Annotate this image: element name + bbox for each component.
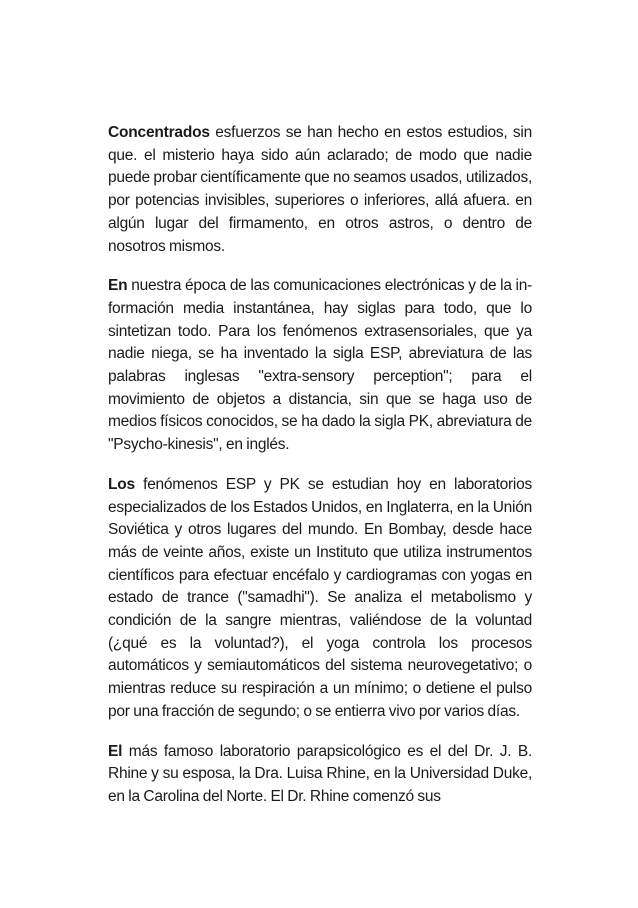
paragraph-text: nuestra época de las comunicaciones electrónicas y de la in- formación media instantánea, hay siglas para todo, que lo sintetizan todo. Para los fenómenos extrasensoriales, que ya nadie niega, se ha inventado la sigla ESP, abreviatura de las palabras inglesas "extra-sensory perception"; para el movimiento de objetos a distancia, sin que se haga uso de medios físicos conocidos, se ha dado la sigla PK, abreviatura de "Psycho-kinesis", en inglés. <box>108 277 532 454</box>
document-page <box>108 122 532 826</box>
paragraph-2 <box>108 275 532 457</box>
paragraph-lead-word: Concentrados <box>108 124 210 141</box>
paragraph-lead-word: El <box>108 742 123 760</box>
paragraph-lead-word: Los <box>108 475 135 493</box>
paragraph-text: esfuerzos se han hecho en estos estudios, sin que. el misterio haya sido aún aclarado; de modo que nadie puede probar científicamente que no seamos usados, utilizados, por potencias invisibles, superiores o inferiores, allá afuera. en algún lugar del firmamento, en otros astros, o dentro de nosotros mismos. <box>108 124 532 255</box>
paragraph-lead-word: En <box>108 277 128 295</box>
paragraph-text: fenómenos ESP y PK se estudian hoy en laboratorios especializados de los Estados Unidos, en Inglaterra, en la Unión Soviética y otros lugares del mundo. En Bombay, desde hace más de veinte años, existe un Instituto que utiliza instrumentos científicos para efectuar encéfalo y cardiogramas con yogas en estado de trance ("samadhi"). Se analiza el metabolismo y condición de la sangre mientras, valiéndose de la voluntad (¿qué es la voluntad?), el yoga controla los procesos automáticos y semiautomáticos del sistema neurovegetativo; o mientras reduce su respiración a un mínimo; o detiene el pulso por una fracción de segundo; o se entierra vivo por varios días. <box>108 475 532 720</box>
paragraph-3 <box>108 474 532 724</box>
paragraph-1 <box>108 122 532 258</box>
paragraph-4 <box>108 741 532 809</box>
paragraph-text: más famoso laboratorio parapsicológico es el del Dr. J. B. Rhine y su esposa, la Dra. Luisa Rhine, en la Universidad Duke, en la Carolina del Norte. El Dr. Rhine comenzó sus <box>108 742 532 805</box>
